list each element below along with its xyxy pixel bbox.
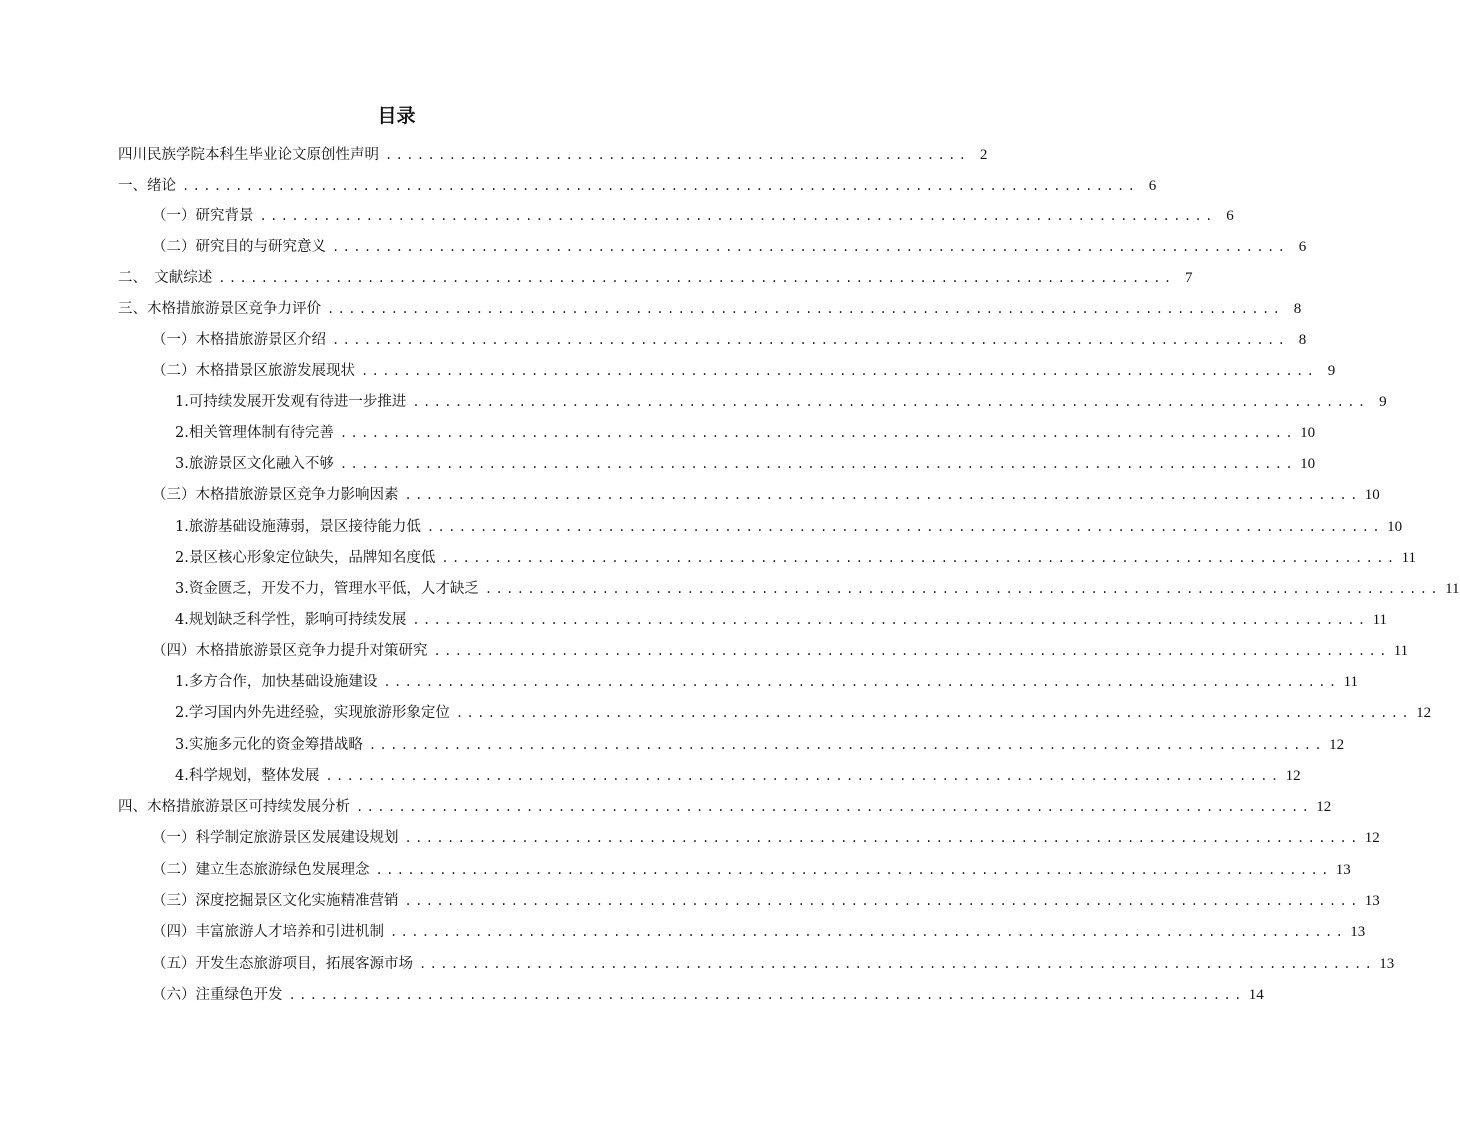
toc-leader-dots: .......................................................................................... bbox=[327, 302, 1284, 316]
toc-entry-label: 4.科学规划，整体发展 bbox=[175, 768, 320, 784]
toc-entry-page: 14 bbox=[1248, 987, 1264, 1003]
toc-leader-dots: .......................................................................................... bbox=[484, 582, 1442, 596]
toc-entry-label: 四、木格措旅游景区可持续发展分析 bbox=[118, 799, 350, 815]
toc-entry-page: 6 bbox=[1148, 178, 1157, 194]
toc-entry-label: 2.景区核心形象定位缺失，品牌知名度低 bbox=[175, 550, 436, 566]
toc-entry[interactable] bbox=[0, 578, 1460, 600]
toc-leader-dots: .......................................................................................... bbox=[332, 333, 1289, 347]
toc-entry-label: （四）木格措旅游景区竞争力提升对策研究 bbox=[152, 643, 428, 659]
toc-entry-label: （一）木格措旅游景区介绍 bbox=[152, 332, 326, 348]
toc-entry-page: 10 bbox=[1364, 487, 1380, 503]
toc-leader-dots: .......................................................................................... bbox=[339, 426, 1297, 440]
toc-entry[interactable] bbox=[0, 391, 1387, 413]
toc-leader-dots: .......................................................................................... bbox=[412, 613, 1369, 627]
toc-entry[interactable] bbox=[0, 609, 1388, 631]
toc-entry[interactable] bbox=[0, 765, 1301, 787]
toc-entry-label: （二）研究目的与研究意义 bbox=[152, 239, 326, 255]
toc-leader-dots: .......................................................................................... bbox=[325, 769, 1282, 783]
toc-entry-label: （二）建立生态旅游绿色发展理念 bbox=[152, 862, 370, 878]
toc-entry[interactable] bbox=[0, 827, 1380, 849]
toc-entry[interactable] bbox=[0, 329, 1307, 351]
toc-entry[interactable] bbox=[0, 890, 1380, 912]
toc-entry-label: （一）科学制定旅游景区发展建设规划 bbox=[152, 830, 399, 846]
toc-entry-page: 12 bbox=[1364, 830, 1380, 846]
toc-entry-label: （三）木格措旅游景区竞争力影响因素 bbox=[152, 487, 399, 503]
toc-leader-dots: ....................................................... bbox=[385, 148, 970, 162]
toc-leader-dots: .......................................................................................... bbox=[182, 179, 1139, 193]
toc-entry[interactable] bbox=[0, 484, 1380, 506]
toc-entry-page: 10 bbox=[1300, 425, 1316, 441]
toc-entry-label: 1.多方合作，加快基础设施建设 bbox=[175, 674, 378, 690]
toc-entry[interactable] bbox=[0, 360, 1336, 382]
toc-leader-dots: .......................................................................................... bbox=[419, 957, 1376, 971]
toc-entry[interactable] bbox=[0, 205, 1234, 227]
toc-entry[interactable] bbox=[0, 921, 1366, 943]
toc-entry-page: 6 bbox=[1298, 239, 1307, 255]
toc-entry-label: （三）深度挖掘景区文化实施精准营销 bbox=[152, 893, 399, 909]
toc-entry-page: 10 bbox=[1300, 456, 1316, 472]
toc-entry-page: 11 bbox=[1401, 550, 1417, 566]
toc-leader-dots: .......................................................................................... bbox=[433, 644, 1390, 658]
toc-leader-dots: .......................................................................................... bbox=[259, 209, 1216, 223]
toc-leader-dots: .......................................................................................... bbox=[288, 988, 1245, 1002]
toc-leader-dots: .......................................................................................... bbox=[404, 894, 1361, 908]
toc-entry-page: 7 bbox=[1184, 270, 1193, 286]
toc-entry-label: 二、 文献综述 bbox=[118, 270, 213, 286]
toc-entry-page: 2 bbox=[979, 147, 988, 163]
toc-entry-page: 9 bbox=[1327, 363, 1336, 379]
toc-entry-label: 4.规划缺乏科学性，影响可持续发展 bbox=[175, 612, 407, 628]
toc-entry-page: 12 bbox=[1285, 768, 1301, 784]
toc-entry[interactable] bbox=[0, 671, 1359, 693]
toc-entry-page: 6 bbox=[1226, 208, 1234, 224]
toc-entry-label: 2.学习国内外先进经验，实现旅游形象定位 bbox=[175, 705, 450, 721]
toc-leader-dots: .......................................................................................... bbox=[361, 364, 1318, 378]
toc-title: 目录 bbox=[377, 105, 416, 127]
toc-leader-dots: .......................................................................................... bbox=[455, 706, 1413, 720]
toc-entry-page: 9 bbox=[1379, 394, 1387, 410]
toc-entry-page: 13 bbox=[1379, 956, 1395, 972]
toc-entry[interactable] bbox=[0, 734, 1345, 756]
toc-leader-dots: .......................................................................................... bbox=[332, 240, 1289, 254]
toc-leader-dots: .......................................................................................... bbox=[383, 675, 1340, 689]
toc-entry[interactable] bbox=[0, 267, 1193, 289]
toc-entry[interactable] bbox=[0, 547, 1417, 569]
toc-entry-label: （四）丰富旅游人才培养和引进机制 bbox=[152, 924, 384, 940]
toc-entry[interactable] bbox=[0, 422, 1316, 444]
toc-entry-label: 3.资金匮乏，开发不力，管理水平低，人才缺乏 bbox=[175, 581, 479, 597]
toc-leader-dots: .......................................................................................... bbox=[412, 395, 1369, 409]
toc-leader-dots: .......................................................................................... bbox=[441, 551, 1398, 565]
toc-entry-label: 1.旅游基础设施薄弱，景区接待能力低 bbox=[175, 519, 421, 535]
toc-entry-label: 1.可持续发展开发观有待进一步推进 bbox=[175, 394, 407, 410]
toc-leader-dots: .......................................................................................... bbox=[404, 488, 1361, 502]
toc-entry[interactable] bbox=[0, 236, 1307, 258]
toc-entry-page: 11 bbox=[1343, 674, 1359, 690]
toc-entry[interactable] bbox=[0, 702, 1432, 724]
toc-entry-label: 3.旅游景区文化融入不够 bbox=[175, 456, 334, 472]
toc-entry-page: 10 bbox=[1387, 519, 1403, 535]
toc-entry[interactable] bbox=[0, 796, 1332, 818]
toc-entry-label: （二）木格措景区旅游发展现状 bbox=[152, 363, 355, 379]
toc-entry-label: 3.实施多元化的资金筹措战略 bbox=[175, 737, 363, 753]
toc-entry-page: 12 bbox=[1329, 737, 1345, 753]
toc-entry-label: 2.相关管理体制有待完善 bbox=[175, 425, 334, 441]
toc-entry[interactable] bbox=[0, 953, 1395, 975]
toc-entry-page: 12 bbox=[1316, 799, 1332, 815]
toc-entry-page: 8 bbox=[1298, 332, 1307, 348]
toc-entry[interactable] bbox=[0, 453, 1316, 475]
toc-entry[interactable] bbox=[0, 144, 988, 166]
toc-entry[interactable] bbox=[0, 516, 1403, 538]
toc-entry-page: 11 bbox=[1372, 612, 1388, 628]
toc-leader-dots: .......................................................................................... bbox=[368, 738, 1326, 752]
toc-entry[interactable] bbox=[0, 175, 1157, 197]
toc-entry-page: 13 bbox=[1335, 862, 1351, 878]
toc-entry-page: 13 bbox=[1350, 924, 1366, 940]
toc-entry[interactable] bbox=[0, 640, 1409, 662]
toc-entry-label: 三、木格措旅游景区竞争力评价 bbox=[118, 301, 321, 317]
toc-leader-dots: .......................................................................................... bbox=[339, 457, 1297, 471]
toc-leader-dots: .......................................................................................... bbox=[390, 925, 1347, 939]
toc-entry-page: 11 bbox=[1393, 643, 1409, 659]
toc-entry-page: 13 bbox=[1364, 893, 1380, 909]
toc-entry[interactable] bbox=[0, 859, 1351, 881]
toc-entry-label: （五）开发生态旅游项目，拓展客源市场 bbox=[152, 956, 413, 972]
toc-entry-label: （六）注重绿色开发 bbox=[152, 987, 283, 1003]
toc-leader-dots: .......................................................................................... bbox=[218, 271, 1175, 285]
toc-entry[interactable] bbox=[0, 298, 1302, 320]
toc-entry-label: 四川民族学院本科生毕业论文原创性声明 bbox=[118, 147, 379, 163]
toc-entry-label: （一）研究背景 bbox=[152, 208, 254, 224]
toc-entry-page: 12 bbox=[1416, 705, 1432, 721]
toc-leader-dots: .......................................................................................... bbox=[356, 800, 1313, 814]
toc-entry-page: 11 bbox=[1445, 581, 1460, 597]
toc-entry-label: 一、绪论 bbox=[118, 178, 176, 194]
toc-leader-dots: .......................................................................................... bbox=[426, 520, 1384, 534]
toc-entry[interactable] bbox=[0, 984, 1264, 1006]
toc-leader-dots: .......................................................................................... bbox=[404, 831, 1361, 845]
toc-leader-dots: .......................................................................................... bbox=[375, 863, 1332, 877]
toc-entry-page: 8 bbox=[1293, 301, 1302, 317]
